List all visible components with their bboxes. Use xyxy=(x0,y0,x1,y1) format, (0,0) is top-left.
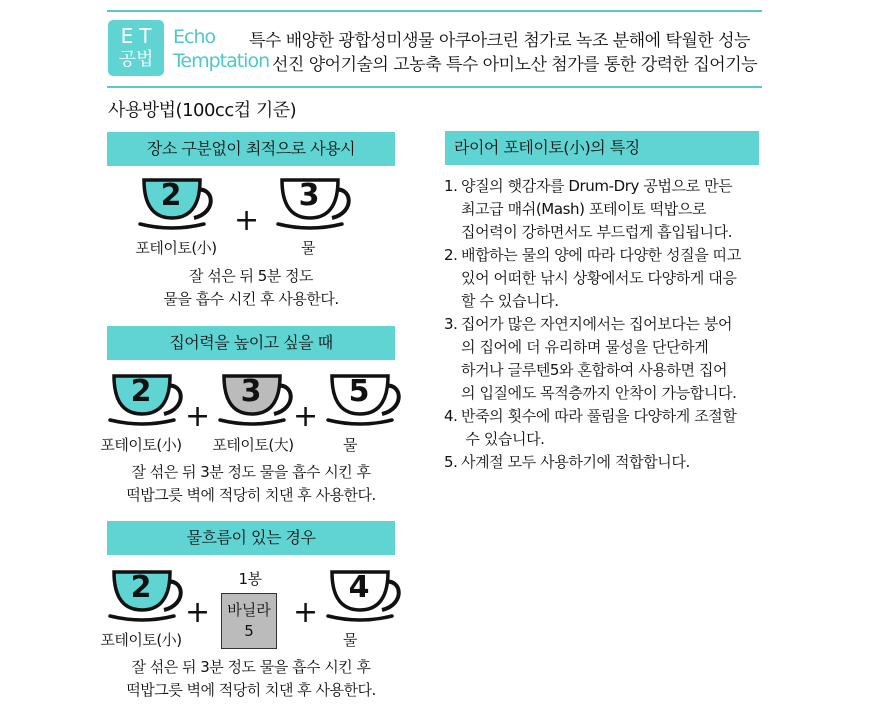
vanilla-box xyxy=(221,593,277,649)
note-line: 물을 흡수 시킨 후 사용한다. xyxy=(163,290,339,308)
cup-label: 물 xyxy=(343,436,357,454)
item-number: 2. xyxy=(444,246,458,264)
header-top-line xyxy=(107,10,762,12)
plus-sign: + xyxy=(293,595,319,630)
cup-label: 포테이토(小) xyxy=(100,631,182,649)
brand-echo: Echo xyxy=(173,26,216,48)
cup-icon xyxy=(108,372,190,430)
header-desc-2: 선진 양어기술의 고농축 특수 아미노산 첨가를 통한 강력한 집어기능 xyxy=(272,55,758,75)
cup-icon xyxy=(218,372,300,430)
item-line: 하거나 글루텐5와 혼합하여 사용하면 집어 xyxy=(461,361,728,379)
cup-label: 포테이토(小) xyxy=(135,239,217,257)
note-line: 떡밥그릇 벽에 적당히 치댄 후 사용한다. xyxy=(126,681,376,699)
item-line: 집어력이 강하면서도 부드럽게 흡입됩니다. xyxy=(461,223,733,241)
et-badge xyxy=(108,20,164,76)
plus-sign: + xyxy=(293,399,319,434)
section1-title: 장소 구분없이 최적으로 사용시 xyxy=(107,132,395,166)
cup-number: 2 xyxy=(130,374,152,409)
note-line: 잘 섞은 뒤 5분 정도 xyxy=(188,267,314,285)
features-list xyxy=(444,175,764,474)
vanilla-name: 바닐라 xyxy=(227,601,271,619)
cup-label: 물 xyxy=(343,631,357,649)
cup-number: 2 xyxy=(160,178,182,213)
features-title: 라이어 포테이토(小)의 특징 xyxy=(445,131,759,165)
section2-title: 집어력을 높이고 싶을 때 xyxy=(107,326,395,360)
list-item xyxy=(444,405,764,451)
cup-icon xyxy=(138,176,220,234)
badge-line1: ET xyxy=(120,24,158,48)
cup-number: 5 xyxy=(348,374,370,409)
item-line: 양질의 햇감자를 Drum-Dry 공법으로 만든 xyxy=(461,177,733,195)
item-number: 5. xyxy=(444,453,458,471)
plus-sign: + xyxy=(234,203,260,238)
cup-number: 3 xyxy=(298,178,320,213)
cup-icon xyxy=(276,176,358,234)
item-number: 3. xyxy=(444,315,458,333)
item-number: 4. xyxy=(444,407,458,425)
item-line: 사계절 모두 사용하기에 적합합니다. xyxy=(461,453,690,471)
item-line: 할 수 있습니다. xyxy=(461,292,559,310)
item-line: 있어 어떠한 낚시 상황에서도 다양하게 대응 xyxy=(461,269,737,287)
item-line: 최고급 매쉬(Mash) 포테이토 떡밥으로 xyxy=(461,200,707,218)
section3-title: 물흐름이 있는 경우 xyxy=(107,521,395,555)
item-line: 의 입질에도 목적층까지 안착이 가능합니다. xyxy=(461,384,737,402)
item-line: 배합하는 물의 양에 따라 다양한 성질을 띠고 xyxy=(461,246,741,264)
cup-icon xyxy=(326,372,408,430)
cup-label: 포테이토(小) xyxy=(100,436,182,454)
note-line: 잘 섞은 뒤 3분 정도 물을 흡수 시킨 후 xyxy=(131,658,371,676)
cup-icon xyxy=(326,568,408,626)
list-item xyxy=(444,451,764,474)
header-bottom-line xyxy=(107,86,762,88)
item-line: 의 집어에 더 유리하며 물성을 단단하게 xyxy=(461,338,709,356)
list-item xyxy=(444,175,764,244)
usage-heading: 사용방법(100cc컵 기준) xyxy=(108,100,297,121)
item-line: 반죽의 횟수에 따라 풀림을 다양하게 조절할 xyxy=(461,407,737,425)
badge-line2: 공법 xyxy=(118,49,154,70)
item-line: 수 있습니다. xyxy=(461,430,545,448)
plus-sign: + xyxy=(185,399,211,434)
note-line: 떡밥그릇 벽에 적당히 치댄 후 사용한다. xyxy=(126,486,376,504)
cup-number: 4 xyxy=(348,570,370,605)
note-line: 잘 섞은 뒤 3분 정도 물을 흡수 시킨 후 xyxy=(131,463,371,481)
header-desc-1: 특수 배양한 광합성미생물 아쿠아크린 첨가로 녹조 분해에 탁월한 성능 xyxy=(249,31,750,51)
cup-label: 포테이토(大) xyxy=(212,436,294,454)
section1-note xyxy=(107,265,395,311)
vanilla-number: 5 xyxy=(244,622,254,640)
section3-note xyxy=(107,656,395,702)
cup-label: 물 xyxy=(301,239,315,257)
item-number: 1. xyxy=(444,177,458,195)
cup-number: 3 xyxy=(240,374,262,409)
cup-number: 2 xyxy=(130,570,152,605)
section2-note xyxy=(107,461,395,507)
item-line: 집어가 많은 자연지에서는 집어보다는 붕어 xyxy=(461,315,733,333)
list-item xyxy=(444,244,764,313)
cup-icon xyxy=(108,568,190,626)
plus-sign: + xyxy=(185,595,211,630)
vanilla-pack-label: 1봉 xyxy=(238,570,262,588)
list-item xyxy=(444,313,764,405)
brand-temptation: Temptation xyxy=(173,50,270,72)
